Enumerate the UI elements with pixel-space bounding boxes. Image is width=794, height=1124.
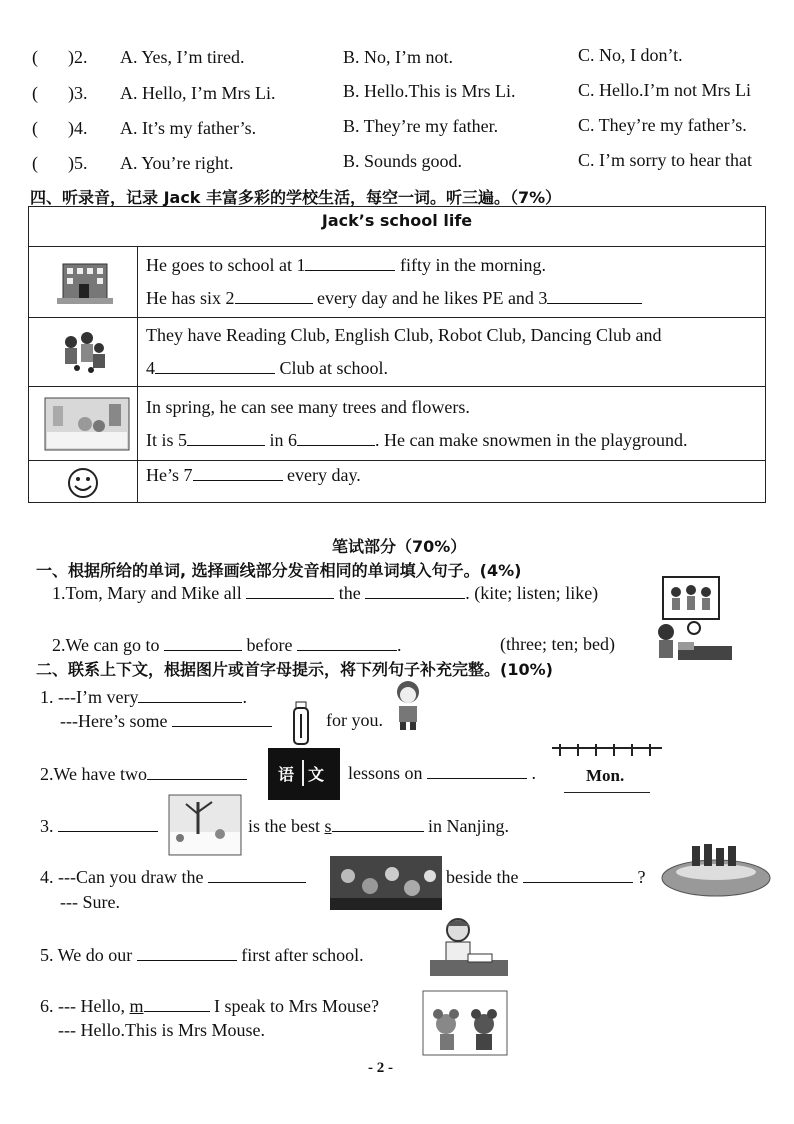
river-trees-image xyxy=(660,842,772,898)
blank-1[interactable] xyxy=(305,254,395,271)
page-number: - 2 - xyxy=(368,1060,393,1076)
water-bottle-image xyxy=(290,700,312,746)
row-2-text: They have Reading Club, English Club, Robot Club, Dancing Club and 4 Club at school. xyxy=(138,318,766,387)
blank-3[interactable] xyxy=(547,287,642,304)
sec1-q2: 2.We can go to before . xyxy=(52,635,402,655)
row-1-text: He goes to school at 1 fifty in the morning. He has six 2 every day and he likes PE and 3 xyxy=(138,247,766,318)
option-a[interactable]: A. You’re right. xyxy=(120,153,234,173)
section2-heading: 二、联系上下文，根据图片或首字母提示，将下列句子补充完整。(10%) xyxy=(36,660,553,679)
sec2-q2: 2.We have two xyxy=(40,763,247,785)
option-c[interactable]: C. Hello.I’m not Mrs Li xyxy=(578,80,751,100)
option-b[interactable]: B. Sounds good. xyxy=(343,151,463,171)
blank-answer[interactable] xyxy=(523,866,633,883)
school-life-table xyxy=(28,206,766,503)
calendar-image xyxy=(552,744,662,802)
blank-answer[interactable] xyxy=(427,762,527,779)
blank-answer[interactable] xyxy=(138,686,242,703)
sec2-q4-end: beside the ? xyxy=(446,867,646,887)
option-b[interactable]: B. They’re my father. xyxy=(343,116,499,136)
option-c[interactable]: C. No, I don’t. xyxy=(578,45,683,65)
sec2-q5: 5. We do our first after school. xyxy=(40,945,364,965)
row-4-text: He’s 7 every day. xyxy=(138,461,766,503)
blank-answer[interactable] xyxy=(365,582,465,599)
blank-answer[interactable] xyxy=(137,944,237,961)
answer-paren[interactable]: ( xyxy=(32,83,38,103)
option-a[interactable]: A. Hello, I’m Mrs Li. xyxy=(120,83,276,103)
option-c[interactable]: C. They’re my father’s. xyxy=(578,115,747,135)
section1-heading: 一、根据所给的单词, 选择画线部分发音相同的单词填入句子。(4%) xyxy=(36,561,522,580)
blank-answer[interactable] xyxy=(144,995,210,1012)
question-number: )4. xyxy=(68,118,88,138)
book-char-2: 文 xyxy=(308,765,325,784)
club-children-image xyxy=(29,318,138,387)
chinese-book-image xyxy=(268,748,340,800)
blank-4[interactable] xyxy=(155,357,275,374)
blank-6[interactable] xyxy=(297,429,375,446)
winter-snow-image xyxy=(168,794,242,856)
sec2-q1-line1: 1. ---I’m very . xyxy=(40,687,247,707)
blank-answer[interactable] xyxy=(246,582,334,599)
mouse-phone-image xyxy=(422,990,508,1056)
blank-2[interactable] xyxy=(235,287,313,304)
blank-answer[interactable] xyxy=(147,763,247,780)
smiley-face-icon xyxy=(29,461,138,503)
blank-answer[interactable] xyxy=(172,710,272,727)
option-c[interactable]: C. I’m sorry to hear that xyxy=(578,150,752,170)
blank-5[interactable] xyxy=(187,429,265,446)
question-number: )2. xyxy=(68,47,88,67)
school-building-image xyxy=(29,247,138,318)
sec2-q1-line2: ---Here’s some xyxy=(60,710,272,732)
blank-7[interactable] xyxy=(193,464,283,481)
answer-paren[interactable]: ( xyxy=(32,153,38,173)
option-b[interactable]: B. No, I’m not. xyxy=(343,47,453,67)
sec2-q3-start: 3. xyxy=(40,815,158,837)
book-char-1: 语 xyxy=(278,765,295,784)
bedtime-image xyxy=(654,618,734,664)
blank-answer[interactable] xyxy=(297,634,397,651)
option-b[interactable]: B. Hello.This is Mrs Li. xyxy=(343,81,516,101)
sec2-q6-line2: --- Hello.This is Mrs Mouse. xyxy=(58,1020,265,1040)
blank-answer[interactable] xyxy=(164,634,242,651)
row-3-text: In spring, he can see many trees and flowers. It is 5 in 6 . He can make snowmen in the playground. xyxy=(138,387,766,461)
calendar-day: Mon. xyxy=(586,766,625,785)
blank-answer[interactable] xyxy=(332,815,424,832)
answer-paren[interactable]: ( xyxy=(32,118,38,138)
blank-answer[interactable] xyxy=(208,866,306,883)
sec2-q3-end: is the best s in Nanjing. xyxy=(248,816,510,836)
blank-answer[interactable] xyxy=(58,815,158,832)
sec2-q4-start: 4. ---Can you draw the xyxy=(40,866,306,888)
part4-heading: 四、听录音，记录 Jack 丰富多彩的学校生活，每空一词。听三遍。（7%） xyxy=(30,188,562,207)
flowers-image xyxy=(330,856,442,910)
sec2-q4-reply: --- Sure. xyxy=(60,892,120,912)
answer-paren[interactable]: ( xyxy=(32,47,38,67)
thirsty-boy-image xyxy=(386,678,428,732)
question-number: )3. xyxy=(68,83,88,103)
sec1-q1: 1.Tom, Mary and Mike all the . (kite; listen; like) xyxy=(52,583,599,603)
sec2-q6-line1: 6. --- Hello, m I speak to Mrs Mouse? xyxy=(40,996,379,1016)
sec2-q1-tail: for you. xyxy=(326,710,383,730)
option-a[interactable]: A. It’s my father’s. xyxy=(120,118,257,138)
homework-girl-image xyxy=(428,914,510,980)
sec2-q2-mid: lessons on . xyxy=(348,763,537,783)
question-number: )5. xyxy=(68,153,88,173)
table-title: Jack’s school life xyxy=(29,207,766,247)
written-title: 笔试部分（70%） xyxy=(332,537,467,556)
snow-playground-image xyxy=(29,387,138,461)
children-poster-image xyxy=(662,576,720,620)
option-a[interactable]: A. Yes, I’m tired. xyxy=(120,47,245,67)
sec1-q2-options: (three; ten; bed) xyxy=(500,634,615,654)
